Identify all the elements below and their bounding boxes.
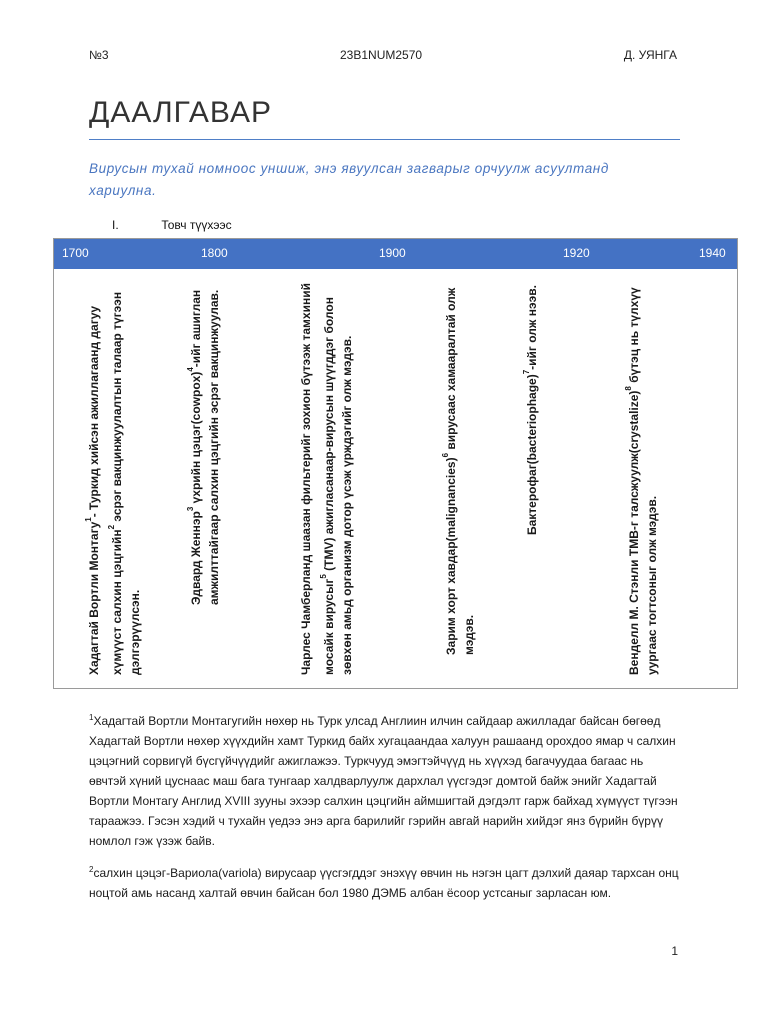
assignment-instructions: Вирусын тухай номноос уншиж, энэ явуулсан загварыг орчуулж асуултанд хариулна. bbox=[89, 161, 609, 198]
page-title: ДААЛГАВАР bbox=[89, 96, 272, 129]
timeline-event: Хадагтай Вортли Монтагу$^1$- Туркид хийсэн ажиллагаанд дагуу хүмүүст салхин цэцгийн$^2$ эсрэг вакцинжуулалтын талаар түгээн дэлгэрүүлсэн. bbox=[84, 291, 142, 675]
history-timeline bbox=[53, 238, 738, 689]
timeline-year-bar bbox=[54, 239, 737, 269]
section-heading bbox=[112, 218, 232, 232]
timeline-year: 1940 bbox=[699, 246, 726, 260]
section-number: I. bbox=[112, 218, 119, 232]
section-label: Товч түүхээс bbox=[161, 218, 232, 232]
page-number: 1 bbox=[671, 944, 678, 958]
timeline-year: 1900 bbox=[379, 246, 406, 260]
footnote: $^2$салхин цэцэг-Вариола(variola) вирусаар үүсгэгддэг энэхүү өвчин нь нэгэн цагт дэлхий даяар тархсан онц ноцтой амь насанд халтай өвчин байсан бол 1980 ДЭМБ албан ёсоор устсаныг зарласан юм. bbox=[89, 865, 679, 900]
timeline-event: Зарим хорт хавдар(malignancies)$^6$ вирусаас хамааралтай олж мэдэв. bbox=[441, 287, 476, 655]
header-student-id: 23B1NUM2570 bbox=[340, 48, 423, 62]
timeline-event: Венделл М. Стэнли TMB-г талсжуулж(crystalize)$^8$ бүтэц нь түлхүү уургаас тогтсоныг олж мэдэв. bbox=[624, 287, 659, 675]
timeline-year: 1800 bbox=[201, 246, 228, 260]
timeline-event: Чарлес Чамберланд шаазан фильтерийг зохион бүтээж тамхиний мосайк вирусыг$^5$ (TMV) ажиглаcанаар-вирусын шүүгддэг болон зөвхөн амьд организм дотор үсэж үрждэгийг олж мэдэв. bbox=[299, 283, 354, 675]
header-author: Д. УЯНГА bbox=[623, 48, 677, 62]
title-divider bbox=[89, 139, 680, 140]
timeline-year: 1920 bbox=[563, 246, 590, 260]
timeline-event: Бактерофаг(bacteriophage)$^7$-ийг олж нээв. bbox=[522, 285, 539, 535]
footnote: $^1$Хадагтай Вортли Монтагугийн нөхөр нь Турк улсад Англиин илчин сайдаар ажилладаг байсан бөгөөд Хадагтай Вортли нөхөр хүүхдийн хамт Туркид байх хугацаандаа халуун рашаанд орохдоо ямар ч салхин цэцэгний сорвигүй бүсгүйчүүдийг ажиглажээ. Туркчууд эмэгтэйчүүд нь хүүхэд багачуудаа багаас нь өвчтэй хүний цуснаас маш бага тунгаар халдварлуулж дархлал үүсгэдэг домтой байж энийг Хадагтай Вортли Монтагу Англид XVIII зууны эхээр салхин цэцгийн аймшигтай дэгдэлт гарж байхад хүмүүст түгээн тараажээ. Гэсэн хэдий ч тухайн үедээ энэ арга барилийг гэрийн авгай нарийн хийдэг янз бүрийн бүрүү номлол гэж үзэж байв. bbox=[89, 713, 678, 848]
header-number: №3 bbox=[89, 48, 109, 62]
timeline-event: Эдвард Женнэр$^3$ үхрийн цэцэг(cowpox)$^4$-ийг ашиглан амжилттайгаар салхин цэцгийн эсрэг вакцинжуулав. bbox=[186, 289, 221, 605]
timeline-year: 1700 bbox=[62, 246, 89, 260]
